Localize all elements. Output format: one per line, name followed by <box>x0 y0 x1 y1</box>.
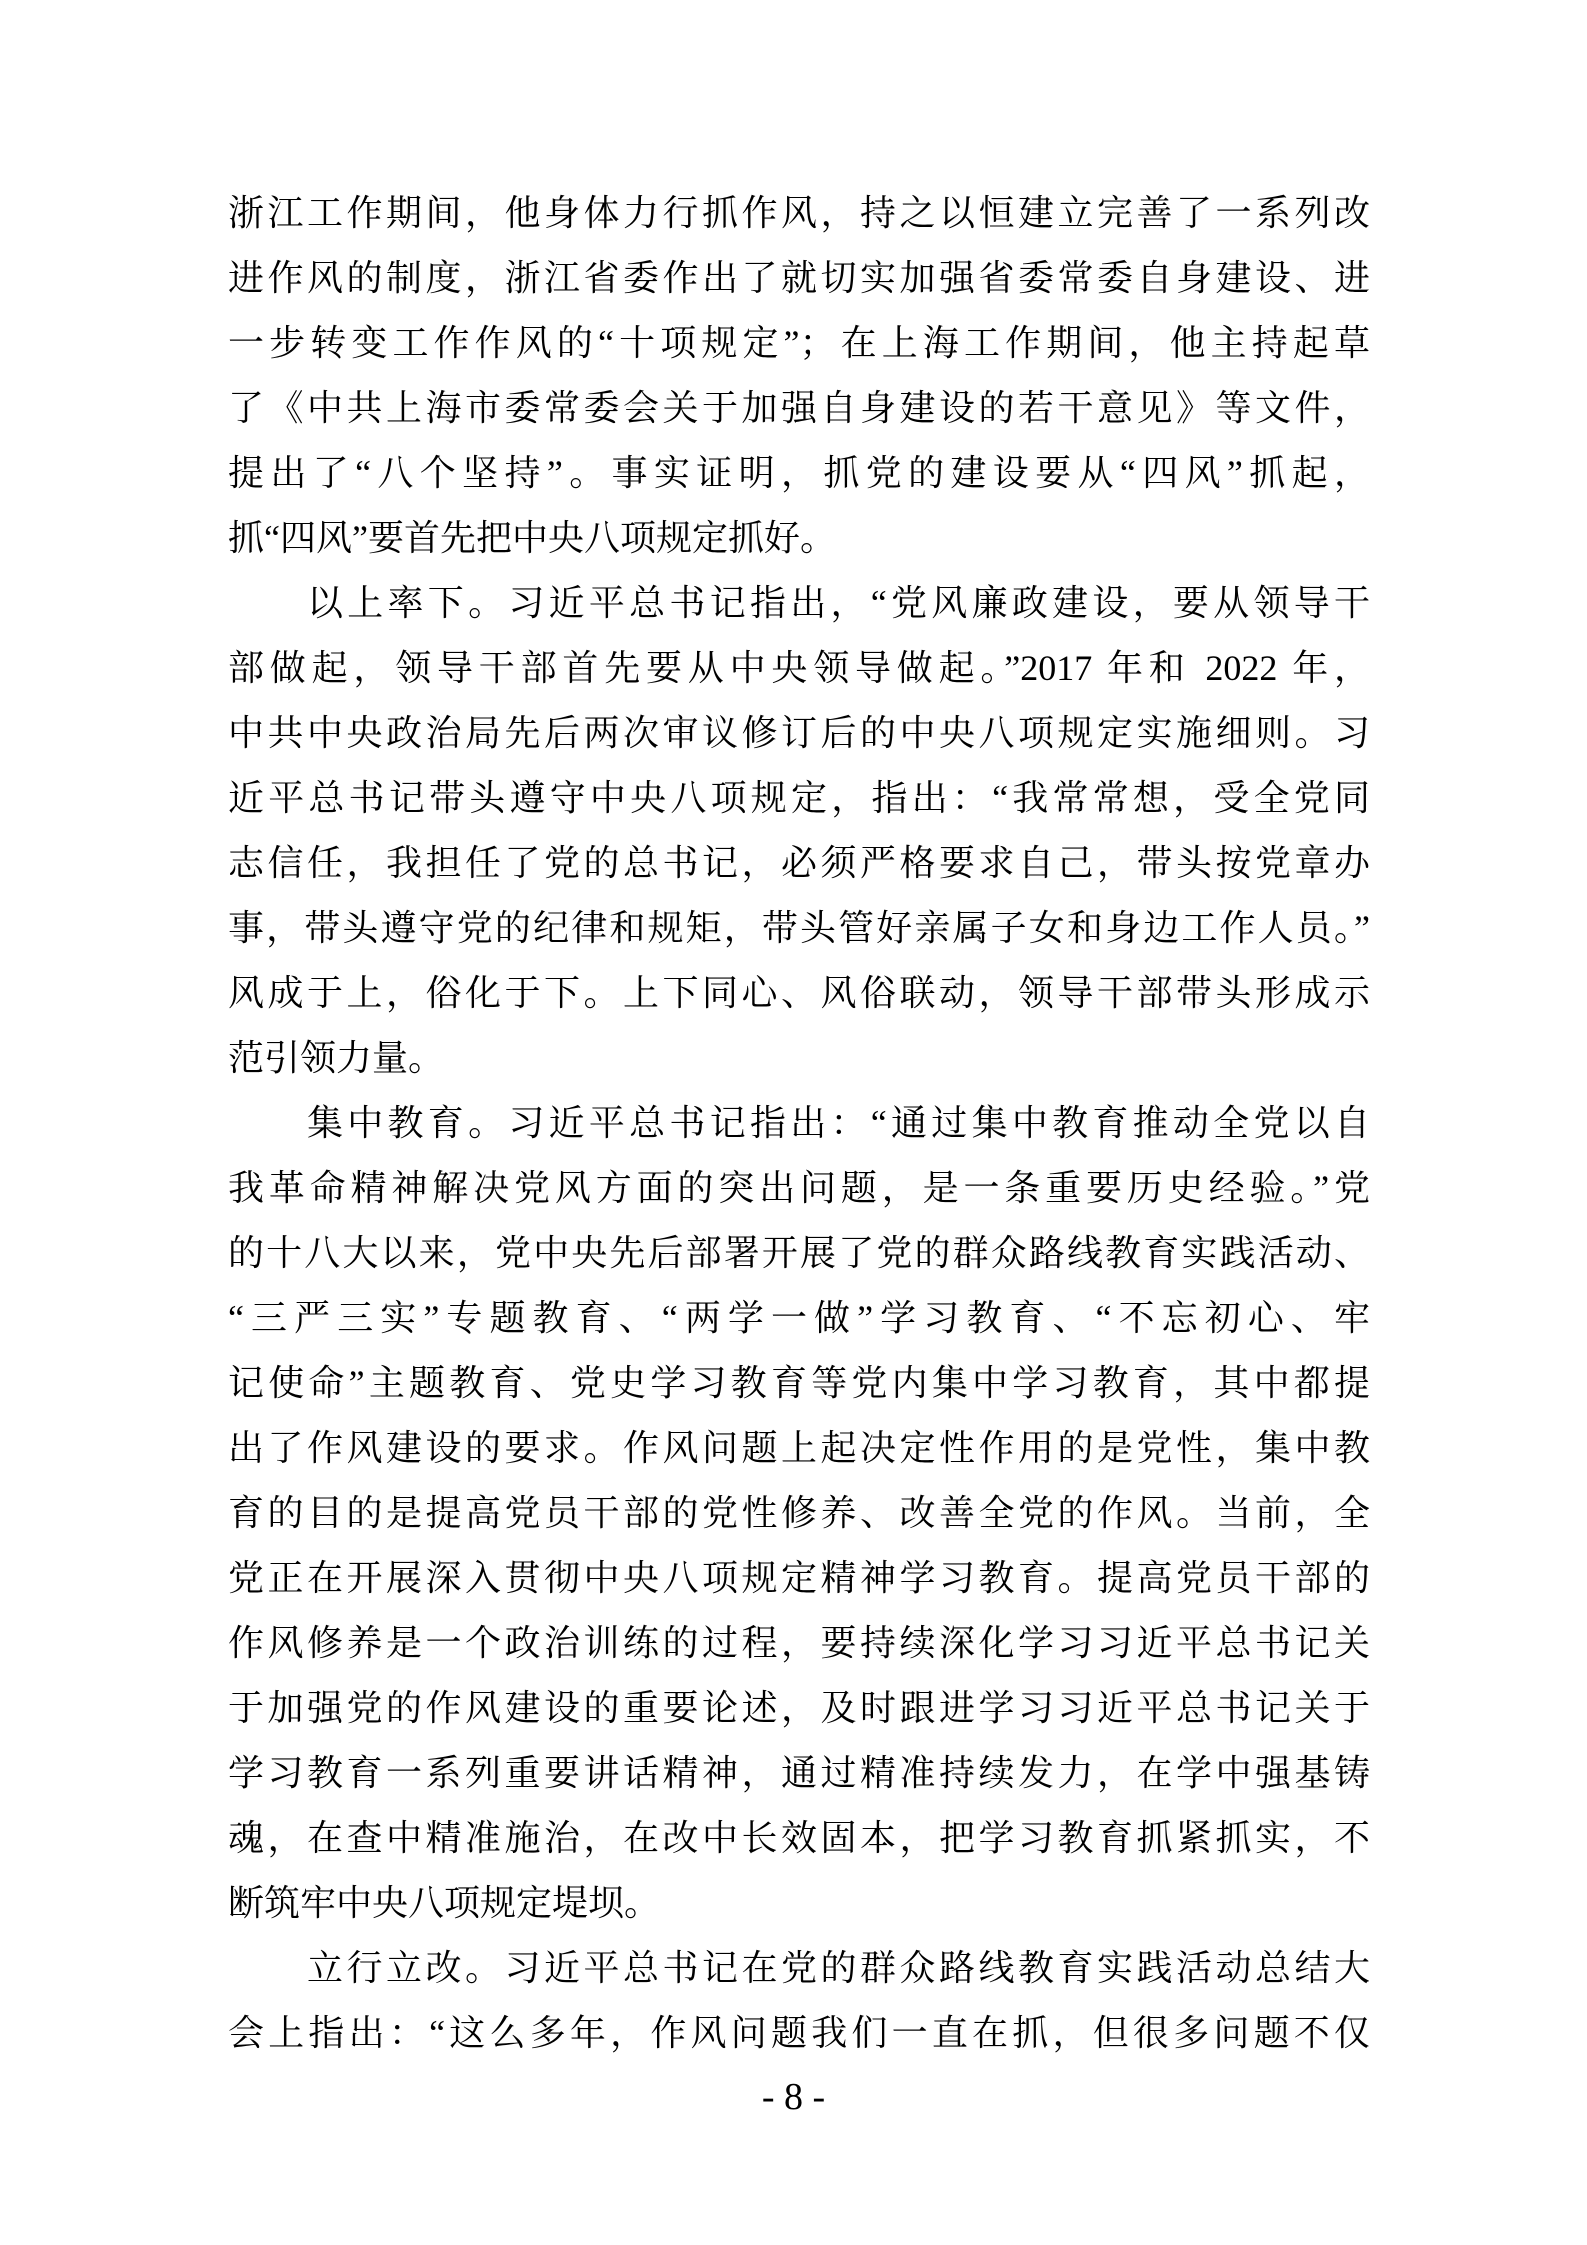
text-line: 以上率下。习近平总书记指出，“党风廉政建设，要从领导干 <box>307 583 1370 623</box>
text-line: 于加强党的作风建设的重要论述，及时跟进学习习近平总书记关于 <box>228 1688 1370 1728</box>
text-line: 记使命”主题教育、党史学习教育等党内集中学习教育，其中都提 <box>228 1363 1370 1403</box>
text-line: 集中教育。习近平总书记指出：“通过集中教育推动全党以自 <box>307 1103 1370 1143</box>
text-line: “三严三实”专题教育、“两学一做”学习教育、“不忘初心、牢 <box>228 1298 1370 1338</box>
text-line: 作风修养是一个政治训练的过程，要持续深化学习习近平总书记关 <box>228 1623 1370 1663</box>
text-line: 志信任，我担任了党的总书记，必须严格要求自己，带头按党章办 <box>228 843 1370 883</box>
text-line: 中共中央政治局先后两次审议修订后的中央八项规定实施细则。习 <box>228 713 1370 753</box>
text-line: 近平总书记带头遵守中央八项规定，指出：“我常常想，受全党同 <box>228 778 1370 818</box>
page-number: - 8 - <box>761 2076 826 2118</box>
body-text <box>228 181 1370 2066</box>
text-line: 学习教育一系列重要讲话精神，通过精准持续发力，在学中强基铸 <box>228 1753 1370 1793</box>
text-line: 进作风的制度，浙江省委作出了就切实加强省委常委自身建设、进 <box>228 258 1370 298</box>
text-line: 提出了“八个坚持”。事实证明，抓党的建设要从“四风”抓起， <box>228 453 1370 493</box>
text-line: 风成于上，俗化于下。上下同心、风俗联动，领导干部带头形成示 <box>228 973 1370 1013</box>
text-line: 会上指出：“这么多年，作风问题我们一直在抓，但很多问题不仅 <box>228 2013 1370 2053</box>
text-line: 部做起，领导干部首先要从中央领导做起。”2017 年和 2022 年， <box>228 648 1370 688</box>
text-line: 事，带头遵守党的纪律和规矩，带头管好亲属子女和身边工作人员。” <box>228 908 1370 948</box>
text-line: 浙江工作期间，他身体力行抓作风，持之以恒建立完善了一系列改 <box>228 193 1370 233</box>
text-line: 抓“四风”要首先把中央八项规定抓好。 <box>228 518 836 558</box>
text-line: 范引领力量。 <box>228 1038 445 1078</box>
text-line: 断筑牢中央八项规定堤坝。 <box>228 1883 661 1923</box>
text-line: 立行立改。习近平总书记在党的群众路线教育实践活动总结大 <box>307 1948 1370 1988</box>
text-line: 了《中共上海市委常委会关于加强自身建设的若干意见》等文件， <box>228 388 1370 428</box>
text-line: 我革命精神解决党风方面的突出问题，是一条重要历史经验。”党 <box>228 1168 1370 1208</box>
text-line: 一步转变工作作风的“十项规定”；在上海工作期间，他主持起草 <box>228 323 1370 363</box>
text-line: 党正在开展深入贯彻中央八项规定精神学习教育。提高党员干部的 <box>228 1558 1370 1598</box>
text-line: 育的目的是提高党员干部的党性修养、改善全党的作风。当前，全 <box>228 1493 1370 1533</box>
text-line: 魂，在查中精准施治，在改中长效固本，把学习教育抓紧抓实，不 <box>228 1818 1370 1858</box>
text-line: 出了作风建设的要求。作风问题上起决定性作用的是党性，集中教 <box>228 1428 1370 1468</box>
text-line: 的十八大以来，党中央先后部署开展了党的群众路线教育实践活动、 <box>228 1233 1370 1273</box>
